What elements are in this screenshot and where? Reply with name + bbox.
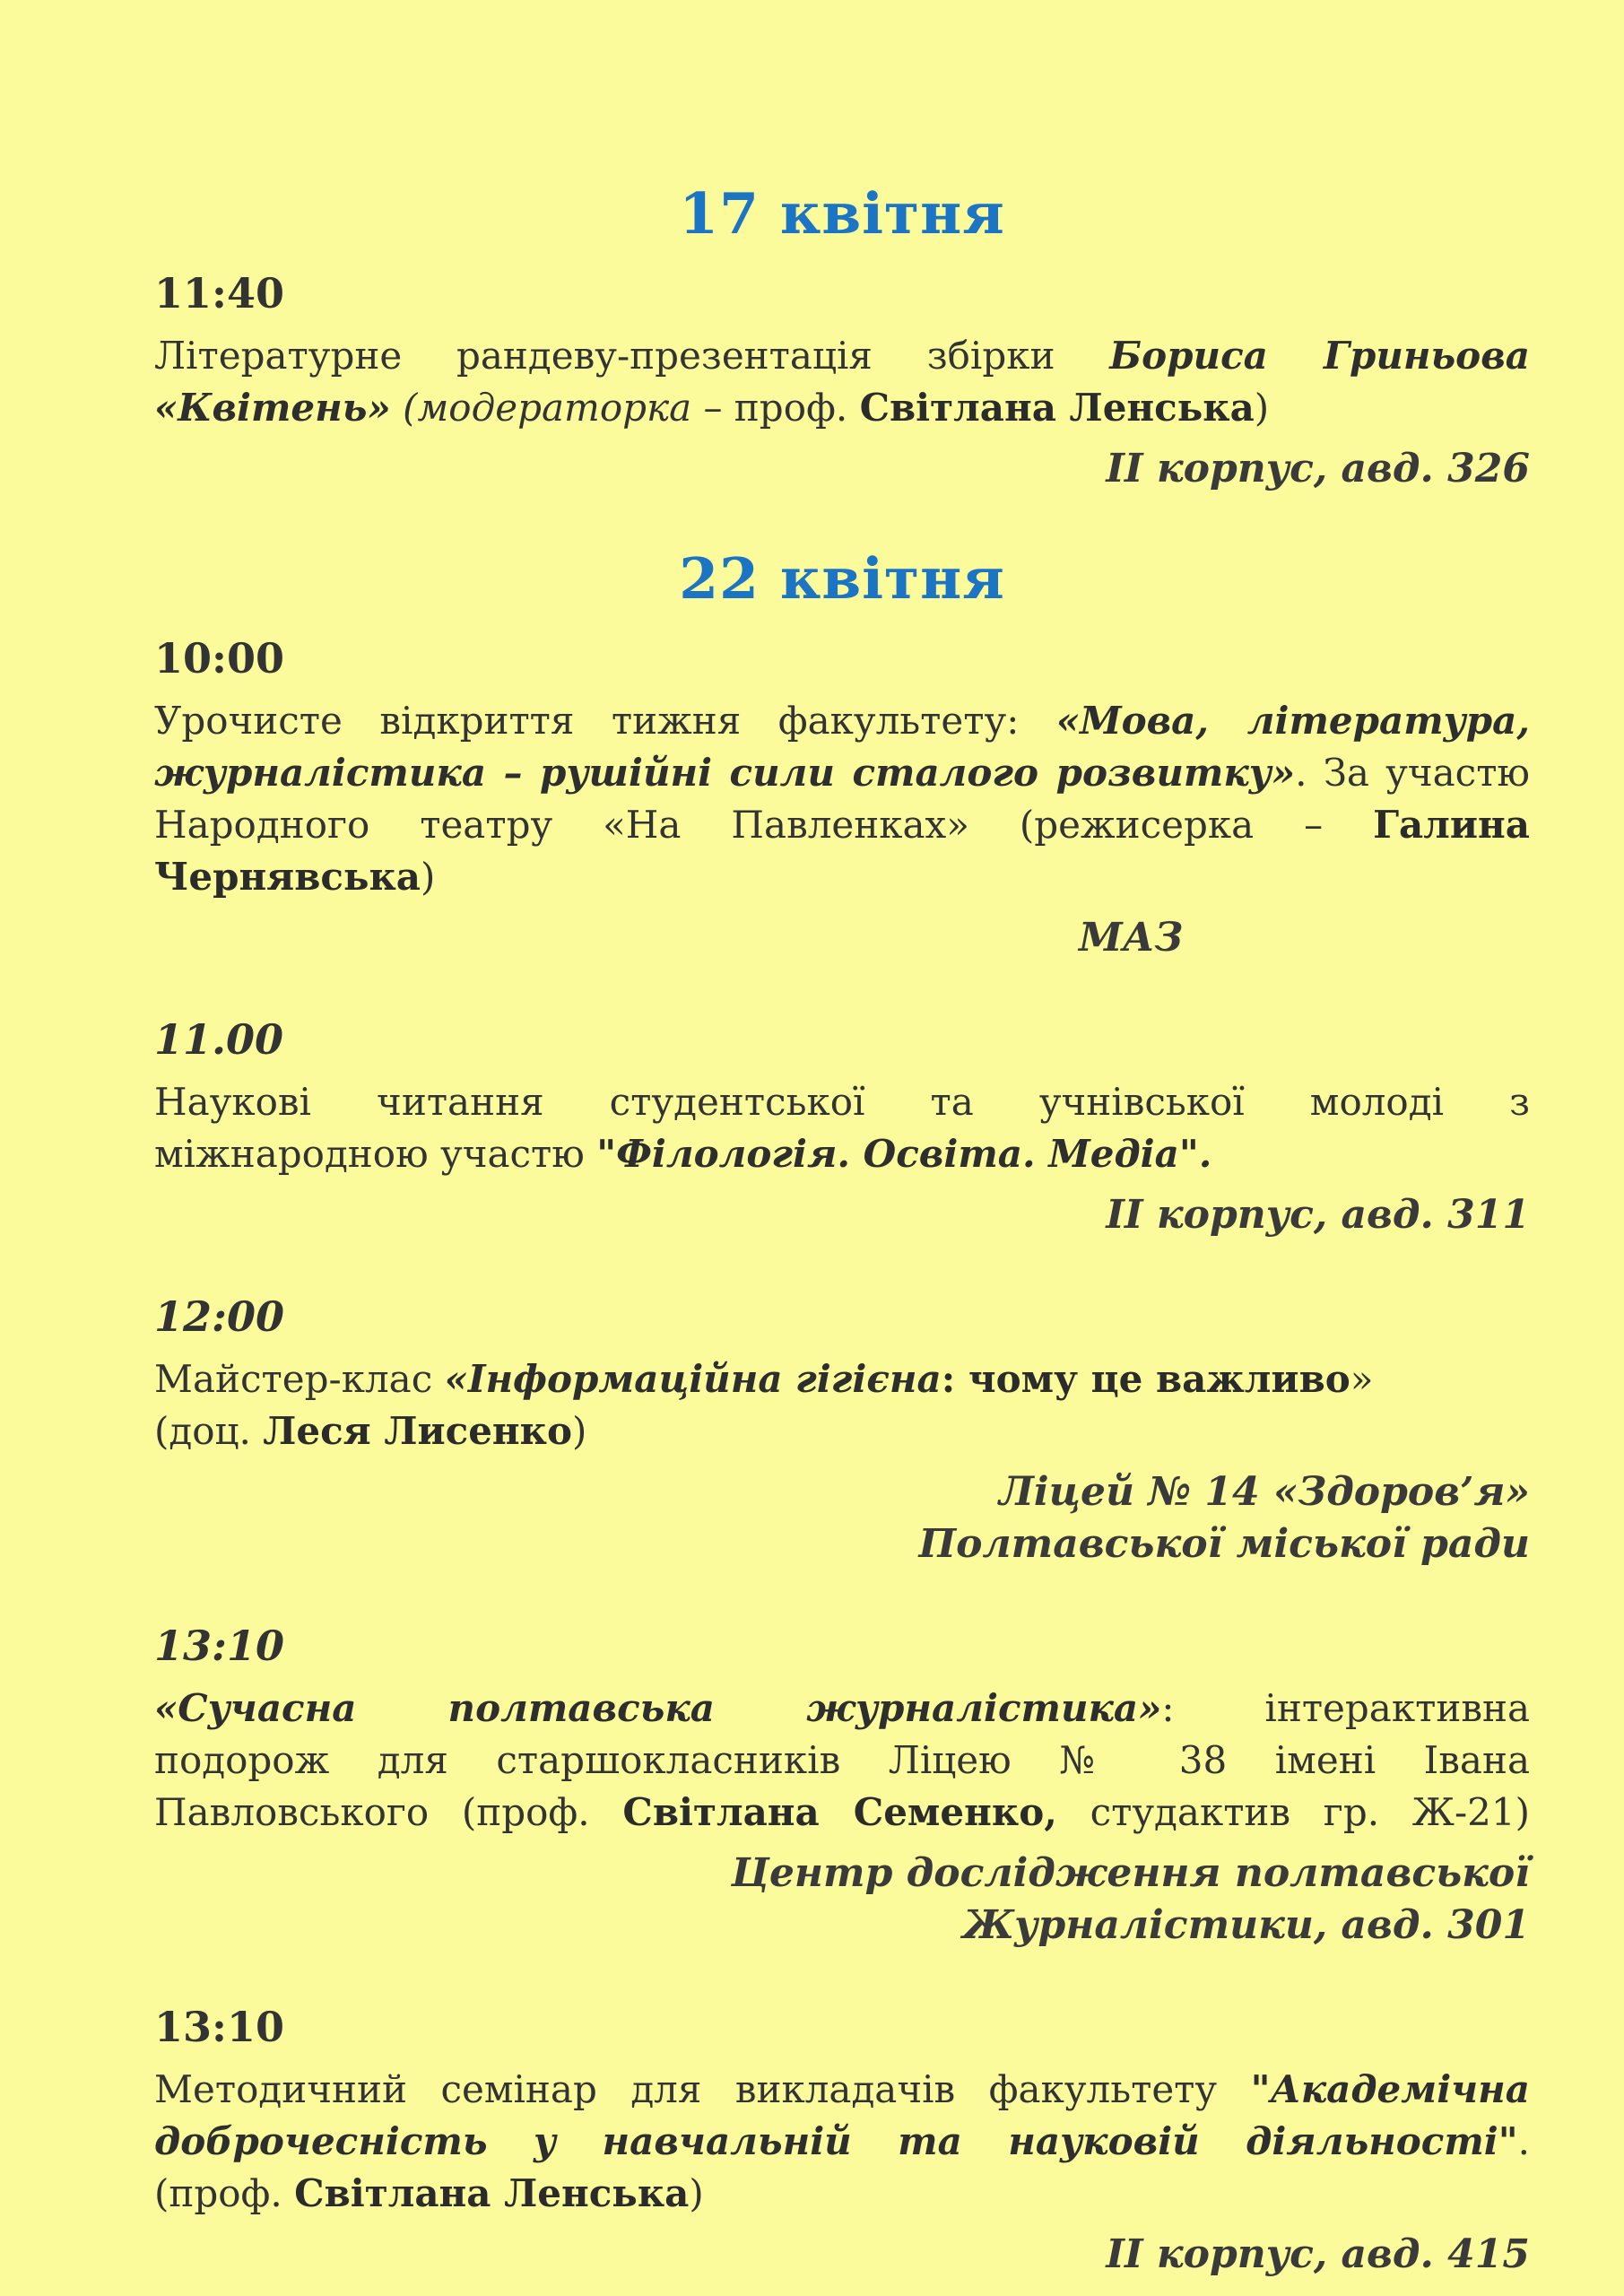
text-run: (доц.: [154, 1409, 264, 1453]
text-run: подорож для старшокласників Ліцею № 38 імені Івана: [154, 1738, 1530, 1782]
event-location: Журналістики, авд. 301: [962, 1902, 1530, 1948]
event-text-line: [154, 2064, 1530, 2116]
text-run: Галина: [1373, 803, 1530, 847]
text-run: Методичний семінар для викладачів факультету: [154, 2067, 1251, 2111]
event-text-line: [154, 1128, 1530, 1180]
event-text-line: [154, 747, 1530, 799]
text-run: ): [1254, 386, 1270, 430]
text-run: журналістика – рушійні сили сталого розвитку»: [154, 751, 1296, 795]
event-text-line: [154, 1076, 1530, 1128]
text-run: – проф.: [691, 386, 860, 430]
text-run: Наукові читання студентської та учнівської молоді з: [154, 1080, 1530, 1124]
text-run: «Сучасна полтавська журналістика»: [154, 1686, 1162, 1730]
event-time: 10:00: [154, 634, 285, 683]
text-run: міжнародною участю: [154, 1132, 597, 1176]
event-text-line: [154, 382, 1530, 434]
text-run: Майстер-клас: [154, 1357, 445, 1401]
text-run: Чернявська: [154, 855, 421, 899]
date-heading: 17 квітня: [679, 180, 1005, 247]
text-run: (модераторка: [403, 386, 692, 430]
event-location: Центр дослідження полтавської: [731, 1850, 1530, 1896]
text-run: : інтерактивна: [1161, 1686, 1530, 1730]
text-run: "Філологія. Освіта. Медіа".: [596, 1132, 1212, 1176]
event: [154, 2001, 1530, 2281]
event-text-line: [154, 2116, 1530, 2168]
text-run: Леся Лисенко: [263, 1409, 573, 1453]
event: [154, 1291, 1530, 1570]
event-location: Полтавської міської ради: [918, 1521, 1530, 1567]
text-run: ): [572, 1409, 587, 1453]
event: [154, 632, 1530, 964]
event-location: Ліцей № 14 «Здоров’я»: [999, 1469, 1530, 1515]
text-run: Світлана Ленська: [294, 2171, 690, 2215]
text-run: .: [1517, 2119, 1530, 2163]
event-text-line: [154, 799, 1530, 851]
text-run: ): [421, 855, 436, 899]
event-text-line: [154, 1787, 1530, 1839]
text-run: Народного театру «На Павленках» (режисерка –: [154, 803, 1374, 847]
text-run: студактив гр. Ж-21): [1056, 1790, 1530, 1834]
event-time: 13:10: [154, 2003, 285, 2051]
text-run: «Мова, література,: [1055, 699, 1530, 743]
event-time: 11.00: [154, 1015, 284, 1064]
event-text-line: [154, 1735, 1530, 1787]
text-run: Бориса Гриньова: [1109, 334, 1530, 378]
event: [154, 1013, 1530, 1241]
event: [154, 267, 1530, 495]
text-run: [391, 386, 403, 430]
text-run: : чому це важливо: [941, 1357, 1350, 1401]
text-run: (проф.: [154, 2171, 295, 2215]
text-run: . За участю: [1295, 751, 1530, 795]
event-time: 11:40: [154, 269, 285, 317]
event-location: МАЗ: [1078, 915, 1184, 961]
event-text-line: [154, 330, 1530, 382]
text-run: «Інформаційна гігієна: [444, 1357, 942, 1401]
event-location: ІІ корпус, авд. 311: [1106, 1192, 1530, 1238]
event: [154, 1620, 1530, 1952]
event-time: 12:00: [154, 1292, 285, 1341]
event-text-line: [154, 1405, 1530, 1457]
event-text-line: [154, 1353, 1530, 1405]
text-run: Літературне рандеву-презентація збірки: [154, 334, 1110, 378]
date-heading: 22 квітня: [679, 545, 1005, 612]
event-text-line: [154, 695, 1530, 747]
event-location: ІІ корпус, авд. 415: [1106, 2231, 1530, 2277]
schedule: [154, 179, 1530, 2281]
text-run: ): [689, 2171, 704, 2215]
text-run: Урочисте відкриття тижня факультету:: [154, 699, 1056, 743]
event-text-line: [154, 851, 1530, 903]
event-time: 13:10: [154, 1622, 285, 1670]
text-run: Павловського (проф.: [154, 1790, 623, 1834]
text-run: "Академічна: [1250, 2067, 1530, 2111]
event-location: ІІ корпус, авд. 326: [1106, 446, 1530, 491]
event-text-line: [154, 1683, 1530, 1735]
text-run: Світлана Семенко,: [622, 1790, 1057, 1834]
text-run: Світлана Ленська: [859, 386, 1255, 430]
text-run: »: [1350, 1357, 1374, 1401]
text-run: «Квітень»: [154, 386, 391, 430]
event-text-line: [154, 2168, 1530, 2220]
text-run: доброчесність у навчальній та науковій діяльності": [154, 2119, 1518, 2163]
